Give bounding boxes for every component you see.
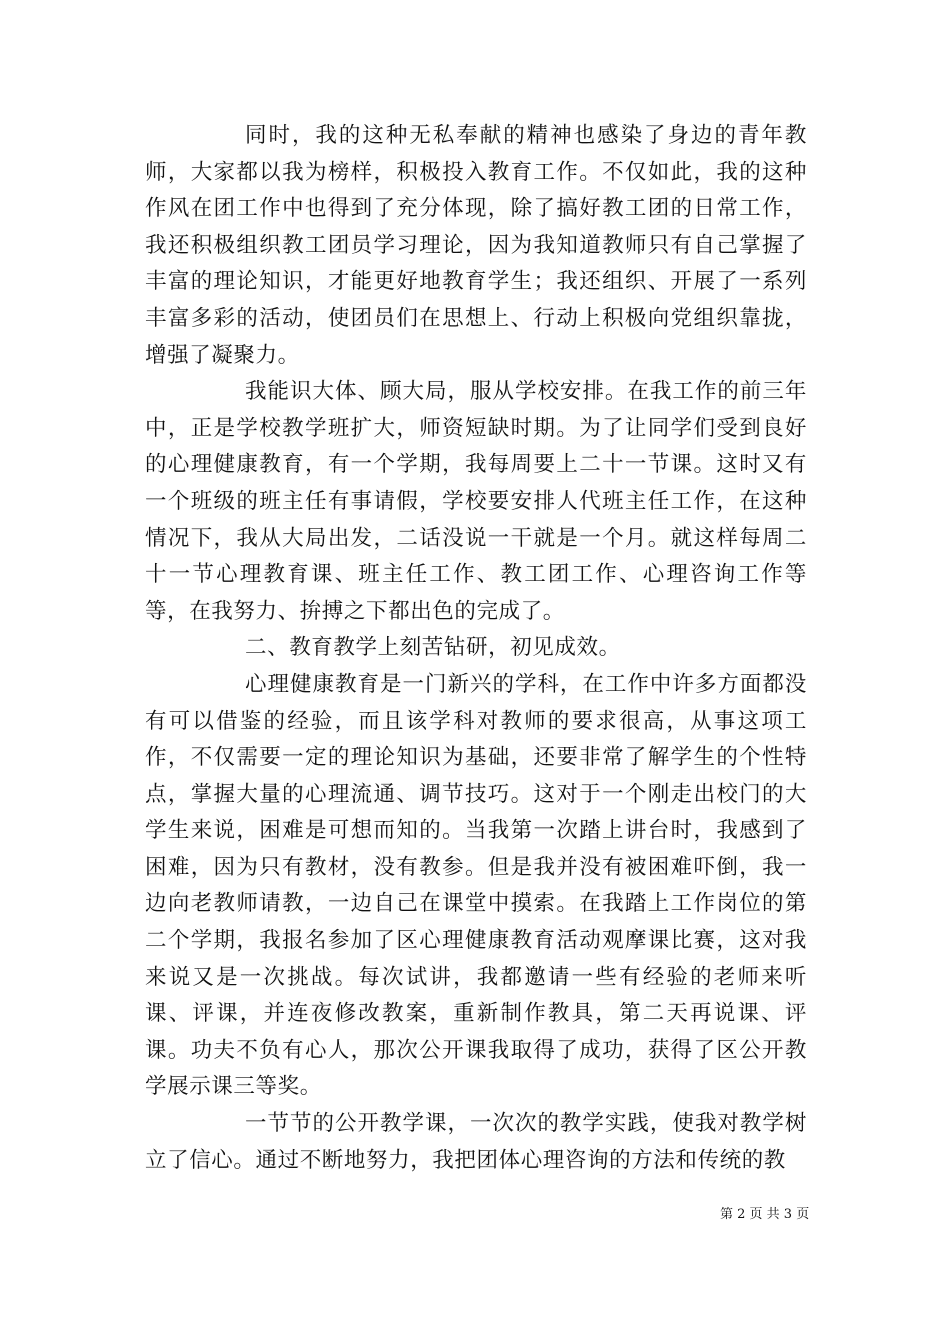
document-body [145, 118, 807, 1179]
paragraph-dedication: 同时，我的这种无私奉献的精神也感染了身边的青年教师，大家都以我为榜样，积极投入教育工作。不仅如此，我的这种作风在团工作中也得到了充分体现，除了搞好教工团的日常工作，我还积极组织教工团员学习理论，因为我知道教师只有自己掌握了丰富的理论知识，才能更好地教育学生；我还组织、开展了一系列丰富多彩的活动，使团员们在思想上、行动上积极向党组织靠拢，增强了凝聚力。 [145, 123, 807, 368]
paragraph-psychology-education: 心理健康教育是一门新兴的学科，在工作中许多方面都没有可以借鉴的经验，而且该学科对教师的要求很高，从事这项工作，不仅需要一定的理论知识为基础，还要非常了解学生的个性特点，掌握大量的心理流通、调节技巧。这对于一个刚走出校门的大学生来说，困难是可想而知的。当我第一次踏上讲台时，我感到了困难，因为只有教材，没有教参。但是我并没有被困难吓倒，我一边向老教师请教，一边自己在课堂中摸索。在我踏上工作岗位的第二个学期，我报名参加了区心理健康教育活动观摩课比赛，这对我来说又是一次挑战。每次试讲，我都邀请一些有经验的老师来听课、评课，并连夜修改教案，重新制作教具，第二天再说课、评课。功夫不负有心人，那次公开课我取得了成功，获得了区公开教学展示课三等奖。 [145, 671, 807, 1100]
section-heading-teaching: 二、教育教学上刻苦钻研，初见成效。 [245, 635, 621, 661]
paragraph-teaching-confidence: 一节节的公开教学课，一次次的教学实践，使我对教学树立了信心。通过不断地努力，我把团体心理咨询的方法和传统的教 [145, 1111, 807, 1173]
paragraph-overall-situation: 我能识大体、顾大局，服从学校安排。在我工作的前三年中，正是学校教学班扩大，师资短缺时期。为了让同学们受到良好的心理健康教育，有一个学期，我每周要上二十一节课。这时又有一个班级的班主任有事请假，学校要安排人代班主任工作，在这种情况下，我从大局出发，二话没说一干就是一个月。就这样每周二十一节心理教育课、班主任工作、教工团工作、心理咨询工作等等，在我努力、拚搏之下都出色的完成了。 [145, 379, 807, 624]
page-number-footer: 第 2 页 共 3 页 [720, 1207, 810, 1222]
